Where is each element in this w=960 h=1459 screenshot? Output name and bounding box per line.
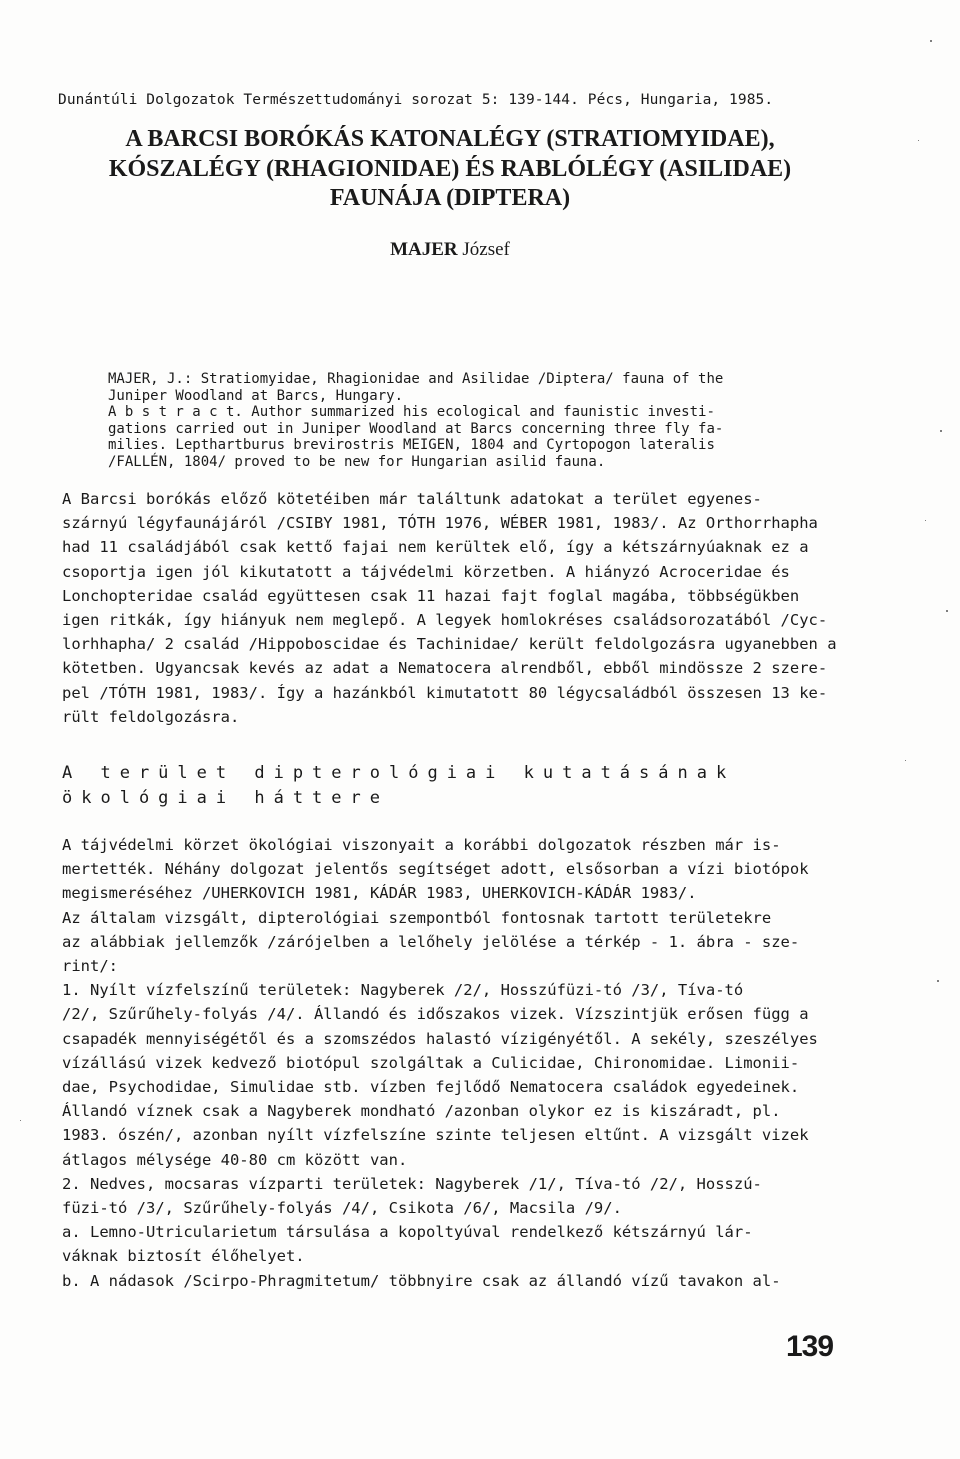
body-line: a. Lemno-Utricularietum társulása a kopoltyúval rendelkező kétszárnyú lár- (62, 1223, 753, 1242)
body-line: rint/: (62, 957, 118, 976)
scan-speck (925, 520, 926, 521)
author-last-name: MAJER (390, 239, 458, 260)
scan-speck (930, 40, 932, 42)
body-line: Állandó víznek csak a Nagyberek mondható /azonban olykor ez is kiszáradt, pl. (62, 1102, 781, 1121)
scan-speck (937, 980, 939, 982)
body-line: az alábbiak jellemzők /zárójelben a lelőhely jelölése a térkép - 1. ábra - sze- (62, 932, 800, 951)
body-line: A Barcsi borókás előző kötetéiben már találtunk adatokat a terület egyenes- (62, 490, 762, 508)
section-heading-line-2: ökológiai háttere (62, 788, 389, 808)
abstract-line: MAJER, J.: Stratiomyidae, Rhagionidae and Asilidae /Diptera/ fauna of the (108, 371, 724, 387)
body-line: b. A nádasok /Scirpo-Phragmitetum/ többnyire csak az állandó vízű tavakon al- (62, 1271, 781, 1290)
scan-speck (940, 430, 942, 432)
body-line: vízállású vizek kedvező biotópul szolgáltak a Culicidae, Chironomidae. Limonii- (62, 1053, 800, 1072)
abstract-line: Juniper Woodland at Barcs, Hungary. (108, 387, 404, 404)
body-line: had 11 családjából csak kettő fajai nem kerültek elő, így a kétszárnyúaknak ez a (62, 538, 809, 557)
body-line: Lonchopteridae család együttesen csak 11 hazai fajt foglal magába, többségükben (62, 586, 800, 605)
body-line: Az általam vizsgált, dipterológiai szempontból fontosnak tartott területekre (62, 908, 772, 927)
body-line: szárnyú légyfaunájáról /CSIBY 1981, TÓTH 1976, WÉBER 1981, 1983/. Az Orthorrhapha (62, 514, 818, 533)
body-line: rült feldolgozásra. (62, 707, 240, 726)
abstract (108, 371, 828, 470)
section-body (62, 833, 852, 1293)
body-line: A tájvédelmi körzet ökológiai viszonyait a korábbi dolgozatok részben már is- (62, 836, 781, 854)
body-line: csoportja igen jól kikutatott a tájvédelmi körzetben. A hiányzó Acroceridae és (62, 562, 790, 581)
body-line: dae, Psychodidae, Simulidae stb. vízben fejlődő Nematocera családok egyedeinek. (62, 1078, 800, 1097)
body-line: füzi-tó /3/, Szűrűhely-folyás /4/, Csikota /6/, Macsila /9/. (62, 1199, 622, 1218)
body-line: igen ritkák, így hiányuk nem meglepő. A legyek homlokréses családsorozatából /Cyc- (62, 611, 828, 630)
abstract-line: /FALLÉN, 1804/ proved to be new for Hungarian asilid fauna. (108, 453, 606, 470)
author-first-name: József (462, 239, 510, 260)
scan-speck (905, 760, 906, 761)
body-line: kötetben. Ugyancsak kevés az adat a Nematocera alrendből, ebből mindössze 2 szere- (62, 659, 828, 678)
scan-speck (946, 610, 948, 612)
journal-header: Dunántúli Dolgozatok Természettudományi sorozat 5: 139-144. Pécs, Hungaria, 1985. (58, 92, 774, 108)
body-line: átlagos mélysége 40-80 cm között van. (62, 1150, 408, 1169)
body-line: 1983. ószén/, azonban nyílt vízfelszíne szinte teljesen eltűnt. A vizsgált vizek (62, 1126, 809, 1145)
abstract-line: A b s t r a c t. Author summarized his ecological and faunistic investi- (108, 404, 715, 420)
intro-paragraph (62, 487, 852, 729)
title-line-3: FAUNÁJA (DIPTERA) (329, 185, 571, 211)
body-line: pel /TÓTH 1981, 1983/. Így a hazánkból kimutatott 80 légycsaládból összesen 13 ke- (62, 683, 828, 702)
section-heading-line-1: A terület dipterológiai kutatásának (62, 763, 736, 783)
body-line: /2/, Szűrűhely-folyás /4/. Állandó és időszakos vizek. Vízszintjük erősen függ a (62, 1005, 809, 1024)
body-line: 1. Nyílt vízfelszínű területek: Nagyberek /2/, Hosszúfüzi-tó /3/, Tíva-tó (62, 981, 744, 1000)
author (0, 239, 900, 261)
page-number: 139 (786, 1330, 834, 1363)
title-line-1: A BARCSI BORÓKÁS KATONALÉGY (STRATIOMYIDAE), (125, 126, 775, 152)
scan-speck (20, 1120, 21, 1121)
body-line: 2. Nedves, mocsaras vízparti területek: Nagyberek /1/, Tíva-tó /2/, Hosszú- (62, 1174, 762, 1193)
body-line: lorhhapha/ 2 család /Hippoboscidae és Tachinidae/ került feldolgozásra ugyanebben a (62, 635, 837, 654)
body-line: csapadék mennyiségétől és a szomszédos halastó vízigényétől. A sekély, szeszélyes (62, 1029, 818, 1048)
scan-speck (918, 140, 919, 141)
body-line: megismeréséhez /UHERKOVICH 1981, KÁDÁR 1983, UHERKOVICH-KÁDÁR 1983/. (62, 884, 697, 903)
body-line: váknak biztosít élőhelyet. (62, 1247, 305, 1266)
body-line: mertették. Néhány dolgozat jelentős segítséget adott, elsősorban a vízi biotópok (62, 860, 809, 879)
abstract-line: milies. Lepthartburus brevirostris MEIGEN, 1804 and Cyrtopogon lateralis (108, 437, 715, 453)
title-line-2: KÓSZALÉGY (RHAGIONIDAE) ÉS RABLÓLÉGY (ASILIDAE) (108, 156, 792, 182)
abstract-line: gations carried out in Juniper Woodland at Barcs concerning three fly fa- (108, 420, 724, 437)
